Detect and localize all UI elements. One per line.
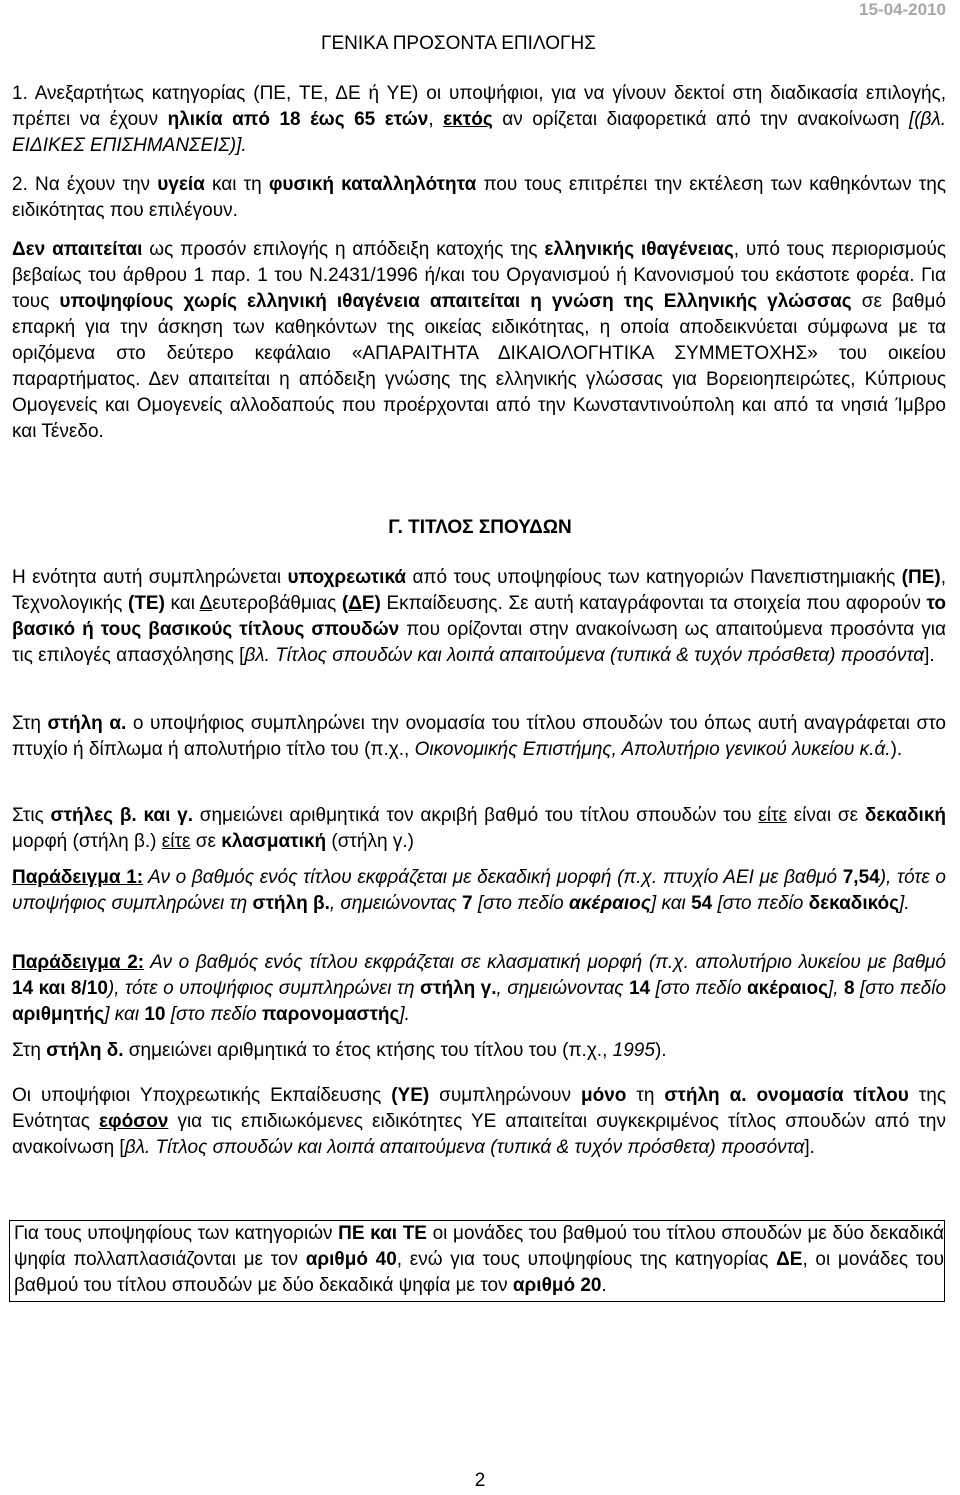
ye-paragraph: Οι υποψήφιοι Υποχρεωτικής Εκπαίδευσης (ΥΕ) συμπληρώνουν μόνο τη στήλη α. ονομασία τίτλου της Ενότητας εφόσον για τις επιδιωκόμενες ειδικότητες ΥΕ απαιτείται συγκεκριμένος τίτλος σπουδών από την ανακοίνωση [βλ. Τίτλος σπουδών και λοιπά απαιτούμενα (τυπικά & τυχόν πρόσθετα) προσόντα]. (12, 1085, 946, 1158)
column-a-paragraph: Στη στήλη α. ο υποψήφιος συμπληρώνει την ονομασία του τίτλου σπουδών του όπως αυτή αναγράφεται στο πτυχίο ή δίπλωμα ή απολυτήριο τίτλο του (π.χ., Οικονομικής Επιστήμης, Απολυτήριο γενικού λυκείου κ.ά.). (12, 713, 947, 760)
citizenship-paragraph: Δεν απαιτείται ως προσόν επιλογής η απόδειξη κατοχής της ελληνικής ιθαγένειας, υπό τους περιορισμούς βεβαίως του άρθρου 1 παρ. 1 του Ν.2431/1996 ή/και του Οργανισμού ή Κανονισμού του εκάστοτε φορέα. Για τους υποψηφίους χωρίς ελληνική ιθαγένεια απαιτείται η γνώση της Ελληνικής γλώσσας σε βαθμό επαρκή για την άσκηση των καθηκόντων της οικείας ειδικότητας, η οποία αποδεικνύεται σύμφωνα με τα οριζόμενα στο δεύτερο κεφάλαιο «ΑΠΑΡΑΙΤΗΤΑ ΔΙΚΑΙΟΛΟΓΗΤΙΚΑ ΣΥΜΜΕΤΟΧΗΣ» του οικείου παραρτήματος. Δεν απαιτείται η απόδειξη γνώσης της ελληνικής γλώσσας για Βορειοηπειρώτες, Κύπριους Ομογενείς και Ομογενείς αλλοδαπούς που προέρχονται από την Κωνσταντινούπολη και από τα νησιά Ίμβρο και Τένεδο. (12, 239, 947, 442)
page-number: 2 (474, 1470, 486, 1491)
item-age-requirement: 1. Ανεξαρτήτως κατηγορίας (ΠΕ, ΤΕ, ΔΕ ή ΥΕ) οι υποψήφιοι, για να γίνουν δεκτοί στη διαδικασία επιλογής, πρέπει να έχουν ηλικία από 18 έως 65 ετών, εκτός αν ορίζεται διαφορετικά από την ανακοίνωση [(βλ. ΕΙΔΙΚΕΣ ΕΠΙΣΗΜΑΝΣΕΙΣ)]. (12, 83, 947, 156)
example-2: Παράδειγμα 2: Αν ο βαθμός ενός τίτλου εκφράζεται σε κλασματική μορφή (π.χ. απολυτήριο λυκείου με βαθμό 14 και 8/10), τότε ο υποψήφιος συμπληρώνει τη στήλη γ., σημειώνοντας 14 [στο πεδίο ακέραιος], 8 [στο πεδίο αριθμητής] και 10 [στο πεδίο παρονομαστής]. (12, 952, 947, 1025)
intro-paragraph: Η ενότητα αυτή συμπληρώνεται υποχρεωτικά από τους υποψηφίους των κατηγοριών Πανεπιστημιακής (ΠΕ), Τεχνολογικής (ΤΕ) και Δευτεροβάθμιας (ΔΕ) Εκπαίδευσης. Σε αυτή καταγράφονται τα στοιχεία που αφορούν το βασικό ή τους βασικούς τίτλους σπουδών που ορίζονται στην ανακοίνωση ως απαιτούμενα προσόντα για τις επιλογές απασχόλησης [βλ. Τίτλος σπουδών και λοιπά απαιτούμενα (τυπικά & τυχόν πρόσθετα) προσόντα]. (12, 567, 947, 666)
columns-b-c-paragraph: Στις στήλες β. και γ. σημειώνει αριθμητικά τον ακριβή βαθμό του τίτλου σπουδών του είτε είναι σε δεκαδική μορφή (στήλη β.) είτε σε κλασματική (στήλη γ.) (12, 805, 947, 852)
example-1: Παράδειγμα 1: Αν ο βαθμός ενός τίτλου εκφράζεται με δεκαδική μορφή (π.χ. πτυχίο ΑΕΙ με βαθμό 7,54), τότε ο υποψήφιος συμπληρώνει τη στήλη β., σημειώνοντας 7 [στο πεδίο ακέραιος] και 54 [στο πεδίο δεκαδικός]. (12, 867, 946, 914)
document-date: 15-04-2010 (859, 0, 946, 19)
grade-multiplier-note: Για τους υποψηφίους των κατηγοριών ΠΕ και ΤΕ οι μονάδες του βαθμού του τίτλου σπουδών με δύο δεκαδικά ψηφία πολλαπλασιάζονται με τον αριθμό 40, ενώ για τους υποψηφίους της κατηγορίας ΔΕ, οι μονάδες του βαθμού του τίτλου σπουδών με δύο δεκαδικά ψηφία με τον αριθμό 20. (9, 1220, 945, 1302)
item-health-requirement: 2. Να έχουν την υγεία και τη φυσική καταλληλότητα που τους επιτρέπει την εκτέλεση των καθηκόντων της ειδικότητας που επιλέγουν. (12, 174, 946, 221)
section-title: Γ. ΤΙΤΛΟΣ ΣΠΟΥΔΩΝ (388, 517, 572, 538)
page-title: ΓΕΝΙΚΑ ΠΡΟΣΟΝΤΑ ΕΠΙΛΟΓΗΣ (321, 33, 596, 54)
column-d-paragraph: Στη στήλη δ. σημειώνει αριθμητικά το έτος κτήσης του τίτλου του (π.χ., 1995). (12, 1040, 667, 1061)
